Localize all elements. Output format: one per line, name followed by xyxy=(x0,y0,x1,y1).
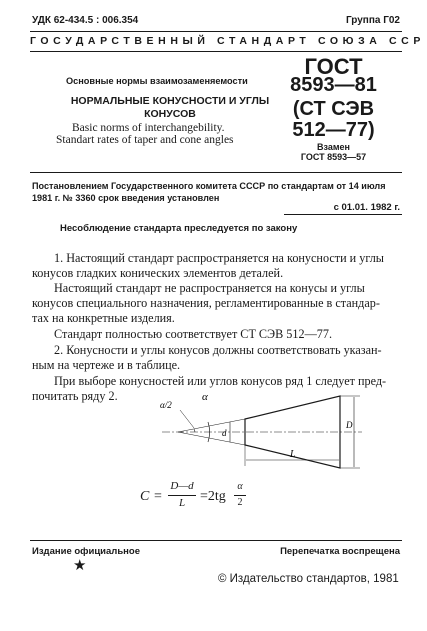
paragraph-2 xyxy=(32,281,400,326)
lower-extension-line xyxy=(178,432,245,445)
paragraph-1-first: 1. Настоящий стандарт распространяется на конусности и углы xyxy=(54,251,384,265)
gost-label: ГОСТ xyxy=(304,54,363,79)
paragraph-5-rest: почитать ряду 2. xyxy=(32,389,118,403)
official-edition: Издание официальное xyxy=(32,546,140,557)
replaces-standard: ГОСТ 8593—57 xyxy=(300,152,367,162)
formula-angle-denominator: 2 xyxy=(237,497,243,508)
formula-numerator: D—d xyxy=(170,480,194,492)
reprint-notice: Перепечатка воспрещена xyxy=(280,546,400,557)
paragraph-4-rest: ным на чертеже и в таблице. xyxy=(32,358,181,372)
footer-rule xyxy=(30,540,402,541)
formula-tangent: =2tg xyxy=(200,489,226,504)
paragraph-4 xyxy=(32,343,400,373)
upper-extension-line xyxy=(178,419,245,432)
english-title-1: Basic norms of interchangebility. xyxy=(72,122,225,134)
cone-drawing xyxy=(150,386,370,476)
date-underline xyxy=(284,214,402,215)
english-title-2: Standart rates of taper and cone angles xyxy=(56,134,234,146)
title-line-1: НОРМАЛЬНЫЕ КОНУСНОСТИ И УГЛЫ xyxy=(70,95,270,107)
half-angle-leader xyxy=(180,410,194,428)
formula-lhs: C xyxy=(140,489,150,504)
label-small-d: d xyxy=(222,428,227,438)
decree-line-2: 1981 г. № 3360 срок введения установлен xyxy=(32,193,220,203)
effective-date: с 01.01. 1982 г. xyxy=(333,202,400,213)
group-code: Группа Г02 xyxy=(345,15,400,26)
title-line-2: КОНУСОВ xyxy=(144,108,196,120)
paragraph-1 xyxy=(32,251,400,281)
paragraph-3 xyxy=(32,327,400,342)
formula-denominator: L xyxy=(178,497,186,509)
category-line: Основные нормы взаимозаменяемости xyxy=(66,76,248,86)
paragraph-2-rest: конусов специального назначения, регламентированные в стандар- xyxy=(32,296,380,310)
formula-equals: = xyxy=(154,489,162,504)
decree-line-1: Постановлением Государственного комитета СССР по стандартам от 14 июля xyxy=(32,181,386,191)
st-sev-line-2: 512—77) xyxy=(292,119,375,141)
half-angle-arc xyxy=(194,429,195,432)
decree-rule xyxy=(30,172,402,173)
paragraph-2-rest2: тах на конкретные изделия. xyxy=(32,311,175,325)
gost-number: 8593—81 xyxy=(290,74,377,96)
label-big-d: D xyxy=(346,420,353,430)
star-icon: ★ xyxy=(73,556,87,574)
paragraph-5-first: При выборе конусностей или углов конусов ряд 1 следует пред- xyxy=(54,374,387,388)
label-angle: α xyxy=(202,391,208,403)
label-length: L xyxy=(290,449,296,460)
paragraph-3-first: Стандарт полностью соответствует СТ СЭВ 512—77. xyxy=(54,327,332,341)
top-rule xyxy=(30,31,402,32)
formula-angle-numerator: α xyxy=(237,481,243,492)
paragraph-4-first: 2. Конусности и углы конусов должны соответствовать указан- xyxy=(54,343,382,357)
replaces-label: Взамен xyxy=(317,142,350,152)
publisher-copyright: © Издательство стандартов, 1981 xyxy=(218,573,399,585)
banner-rule xyxy=(30,51,402,52)
legal-notice: Несоблюдение стандарта преследуется по закону xyxy=(60,223,298,234)
formula-fraction-bar xyxy=(168,495,196,496)
formula-angle-bar xyxy=(234,495,246,496)
paragraph-1-rest: конусов гладких конических элементов деталей. xyxy=(32,266,284,280)
paragraph-2-first: Настоящий стандарт не распространяется на конусы и углы xyxy=(54,281,365,295)
taper-formula xyxy=(140,480,280,514)
standard-banner: ГОСУДАРСТВЕННЫЙ СТАНДАРТ СОЮЗА ССР xyxy=(30,35,425,47)
st-sev-line-1: (СТ СЭВ xyxy=(292,98,375,120)
label-half-angle: α/2 xyxy=(160,400,172,410)
udk-code: УДК 62-434.5 : 006.354 xyxy=(32,15,139,26)
